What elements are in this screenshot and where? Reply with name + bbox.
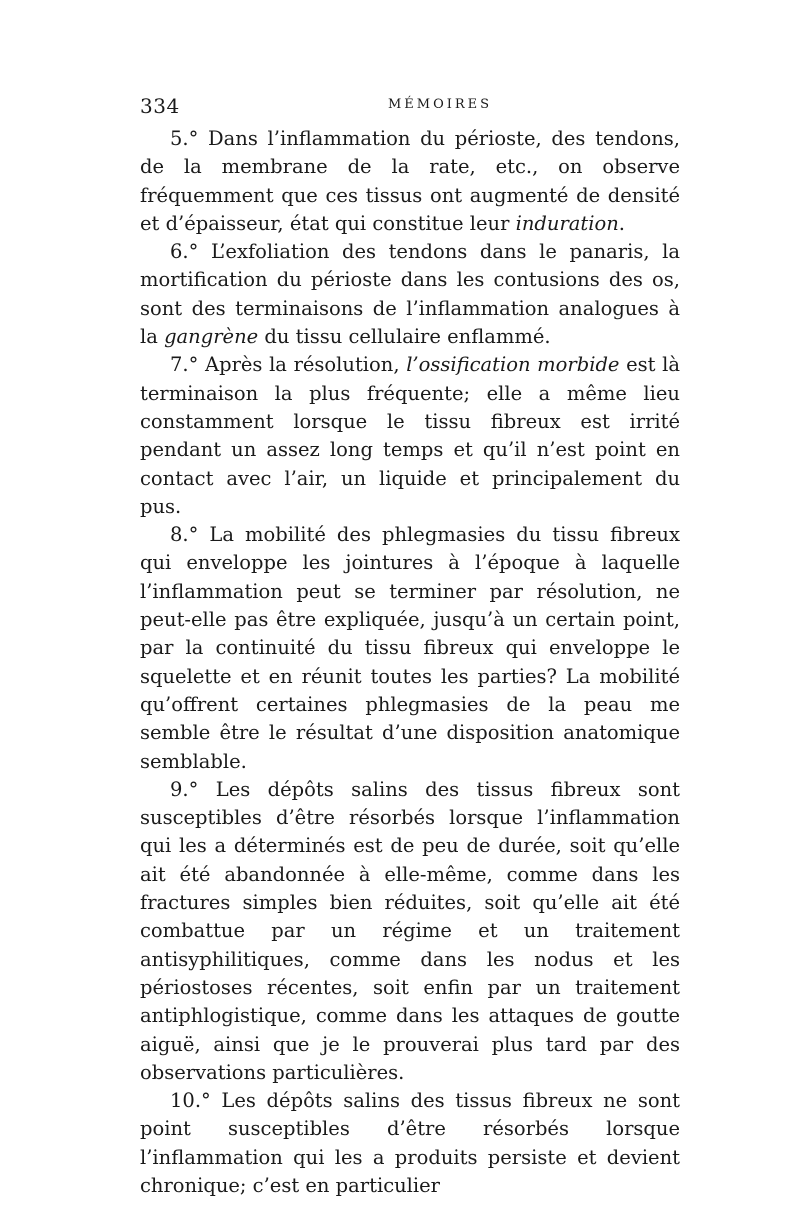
emphasis-term: induration [515,211,619,235]
page-number: 334 [140,94,180,118]
paragraph-text: Les dépôts salins des tissus fibreux ne sont point susceptibles d’être résorbés lorsque l’inflammation qui les a produits persiste et devient chronique; c’est en particulier [140,1089,681,1197]
page-header [140,94,680,120]
paragraph-6 [140,238,680,351]
paragraph-7 [140,351,680,521]
paragraph-text: . [618,211,625,235]
paragraph-text: La mobilité des phlegmasies du tissu fibreux qui enveloppe les jointures à l’époque à laquelle l’inflammation peut se terminer par résolution, ne peut-elle pas être expliquée, jusqu’à un certain point, par la continuité du tissu fibreux qui enveloppe le squelette et en réunit toutes les parties? La mobilité qu’offrent certaines phlegmasies de la peau me semble être le résultat d’une disposition anatomique semblable. [140,523,680,773]
paragraph-10 [140,1087,680,1200]
paragraph-number: 8.° [170,523,199,547]
paragraph-9 [140,776,680,1087]
body-text [140,125,680,1200]
paragraph-8 [140,521,680,776]
paragraph-text: L’exfoliation des tendons dans le panaris, la mortification du périoste dans les contusions des os, sont des terminaisons de l’inflammation analogues à la [140,240,680,349]
paragraph-number: 5.° [170,127,199,150]
paragraph-number: 9.° [170,777,199,801]
emphasis-term: l’ossification morbide [406,353,620,377]
paragraph-text: Les dépôts salins des tissus fibreux sont susceptibles d’être résorbés lorsque l’inflammation qui les a déterminés est de peu de durée, soit qu’elle ait été abandonnée à elle-même, comme dans les fractures simples bien réduites, soit qu’elle ait été combattue par un régime et un traitement antisyphilitiques, comme dans les nodus et les périostoses récentes, soit enfin par un traitement antiphlogistique, comme dans les attaques de goutte aiguë, ainsi que je le prouverai plus tard par des observations particulières. [140,777,681,1084]
paragraph-text: du tissu cellulaire enflammé. [258,325,551,349]
paragraph-text: Dans l’inflammation du périoste, des tendons, de la membrane de la rate, etc., on observe fréquemment que ces tissus ont augmenté de densité et d’épaisseur, état qui constitue leur [140,127,680,235]
paragraph-text: Après la résolution, [205,353,407,377]
paragraph-number: 7.° [170,353,199,377]
paragraph-number: 6.° [170,240,199,264]
paragraph-text: est là terminaison la plus fréquente; elle a même lieu constamment lorsque le tissu fibreux est irrité pendant un assez long temps et qu’il n’est point en contact avec l’air, un liquide et principalement du pus. [140,353,680,518]
paragraph-5 [140,125,680,238]
running-title: MÉMOIRES [387,97,493,112]
paragraph-number: 10.° [170,1089,211,1113]
emphasis-term: gangrène [164,325,259,349]
